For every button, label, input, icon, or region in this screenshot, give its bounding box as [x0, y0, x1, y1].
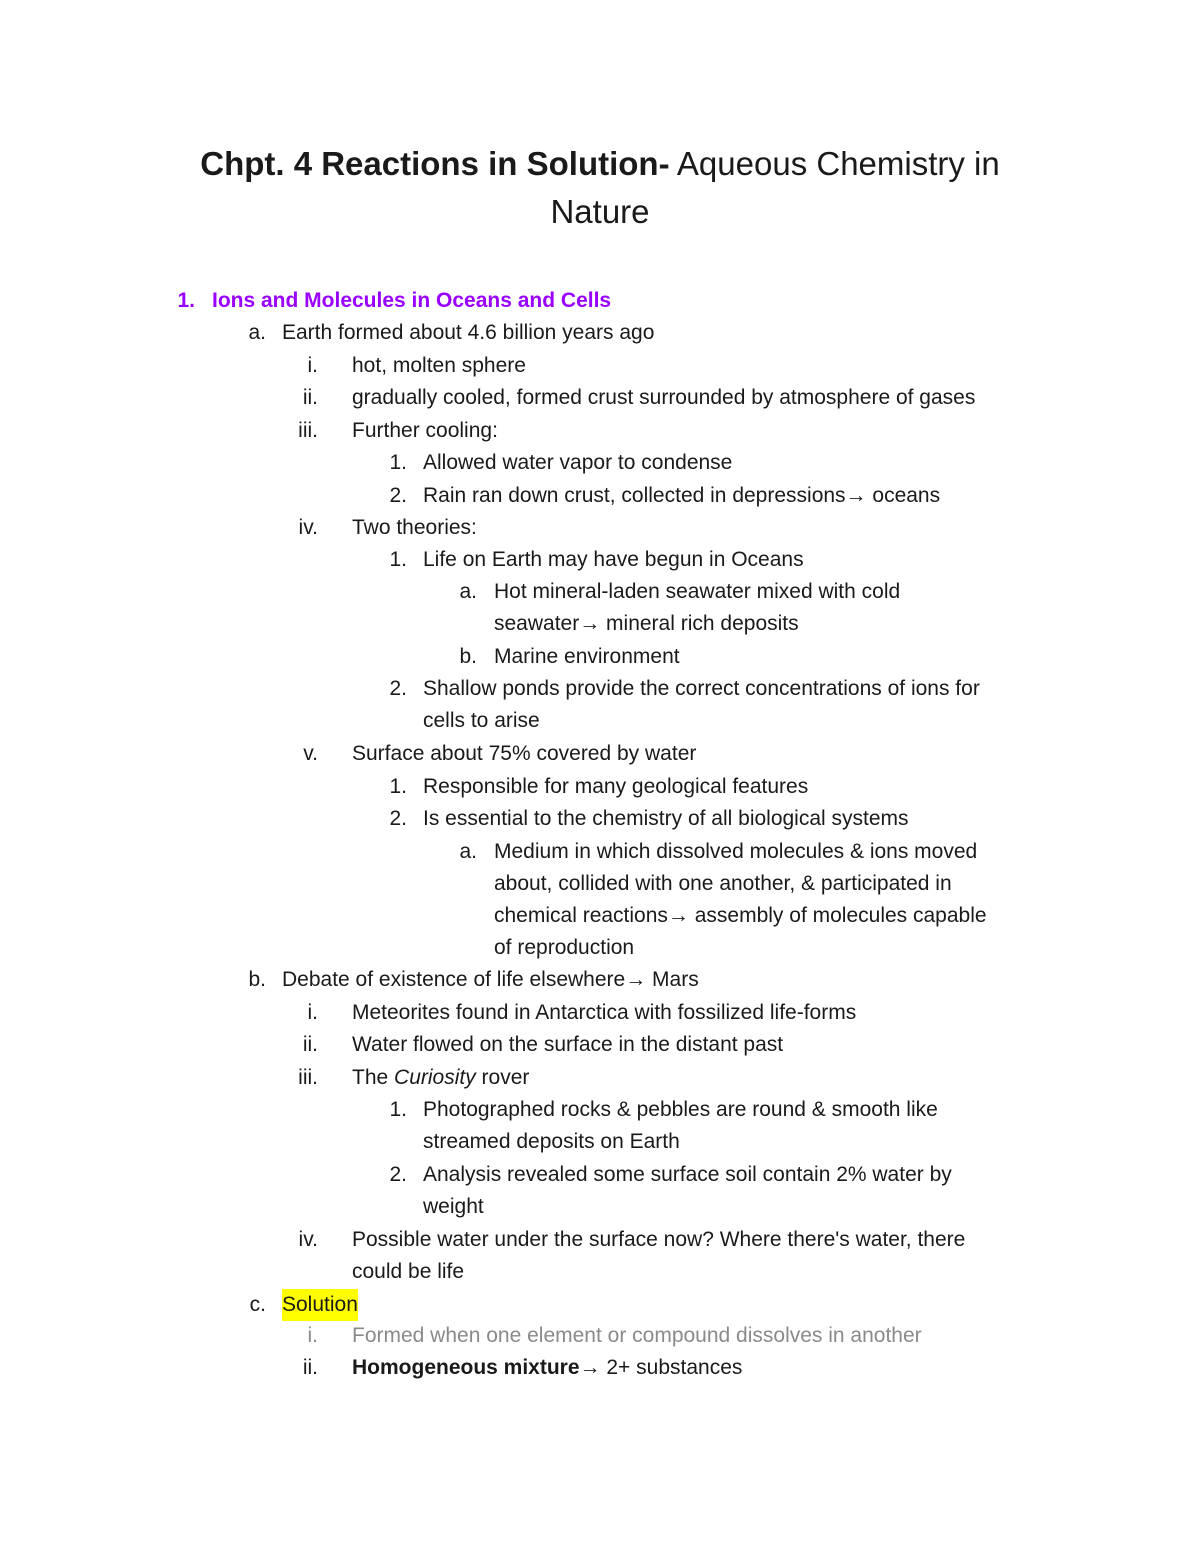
- list-number: a.: [248, 321, 266, 344]
- list-number: 1.: [389, 775, 407, 798]
- list-item: [0, 997, 1200, 1029]
- list-item: [0, 803, 1200, 835]
- list-item: [0, 350, 1200, 382]
- list-item-continuation: [0, 1126, 1200, 1158]
- list-item-continuation: [0, 705, 1200, 737]
- text-run: → 2+ substances: [579, 1356, 743, 1379]
- list-text: about, collided with one another, & participated in: [494, 872, 952, 895]
- list-item: [0, 576, 1200, 608]
- list-number: a.: [459, 580, 477, 603]
- list-item-continuation: [0, 608, 1200, 640]
- bold-term: Homogeneous mixture: [352, 1356, 580, 1379]
- list-item: [0, 738, 1200, 770]
- list-item-continuation: [0, 932, 1200, 964]
- list-text: Medium in which dissolved molecules & ions moved: [494, 840, 978, 863]
- title-rest: Aqueous Chemistry in Nature: [550, 145, 1000, 230]
- text-run: rover: [475, 1066, 530, 1089]
- list-number: 2.: [389, 677, 407, 700]
- list-text: Water flowed on the surface in the distant past: [352, 1033, 784, 1056]
- list-item: [0, 1289, 1200, 1321]
- list-number: iii.: [298, 419, 318, 442]
- list-text: Shallow ponds provide the correct concentrations of ions for: [423, 677, 980, 700]
- list-text: Debate of existence of life elsewhere→ Mars: [282, 968, 699, 991]
- document-title: [150, 140, 1050, 236]
- list-number: ii.: [302, 1033, 318, 1056]
- list-text: of reproduction: [494, 936, 635, 959]
- list-text: Marine environment: [494, 645, 680, 668]
- list-number: a.: [459, 840, 477, 863]
- list-number: i.: [307, 354, 318, 377]
- list-number: iv.: [298, 1228, 318, 1251]
- list-text: Life on Earth may have begun in Oceans: [423, 548, 804, 571]
- list-text: Surface about 75% covered by water: [352, 742, 697, 765]
- list-item: [0, 447, 1200, 479]
- list-item: [0, 964, 1200, 996]
- list-item: [0, 544, 1200, 576]
- list-number: 1.: [389, 548, 407, 571]
- list-number: 1.: [389, 451, 407, 474]
- list-text: Allowed water vapor to condense: [423, 451, 733, 474]
- list-item: [0, 415, 1200, 447]
- list-item: [0, 1094, 1200, 1126]
- list-text: Ions and Molecules in Oceans and Cells: [212, 289, 612, 312]
- list-number: iv.: [298, 516, 318, 539]
- list-item: [0, 771, 1200, 803]
- italic-rover-name: Curiosity: [394, 1066, 476, 1089]
- list-number: b.: [248, 968, 266, 991]
- list-item: [0, 836, 1200, 868]
- list-number: 1.: [389, 1098, 407, 1121]
- list-item: [0, 317, 1200, 349]
- list-item-continuation: [0, 1191, 1200, 1223]
- list-text: Meteorites found in Antarctica with fossilized life-forms: [352, 1001, 857, 1024]
- list-text: could be life: [352, 1260, 465, 1283]
- list-number: 1.: [177, 289, 195, 312]
- highlighted-term: Solution: [282, 1289, 358, 1321]
- list-item: [0, 673, 1200, 705]
- list-number: iii.: [298, 1066, 318, 1089]
- list-text: Analysis revealed some surface soil contain 2% water by: [423, 1163, 952, 1186]
- list-text: Is essential to the chemistry of all biological systems: [423, 807, 909, 830]
- list-text: Hot mineral-laden seawater mixed with cold: [494, 580, 901, 603]
- list-item: [0, 1352, 1200, 1384]
- list-item-continuation: [0, 868, 1200, 900]
- list-item: [0, 382, 1200, 414]
- list-text: hot, molten sphere: [352, 354, 526, 377]
- list-number: c.: [249, 1293, 266, 1316]
- list-text: seawater→ mineral rich deposits: [494, 612, 799, 635]
- list-number: i.: [307, 1324, 318, 1347]
- list-number: v.: [303, 742, 318, 765]
- list-text: chemical reactions→ assembly of molecules capable: [494, 904, 987, 927]
- list-number: 2.: [389, 484, 407, 507]
- list-item: [0, 641, 1200, 673]
- list-text: Rain ran down crust, collected in depressions→ oceans: [423, 484, 941, 507]
- text-run: The: [352, 1066, 395, 1089]
- list-text: weight: [423, 1195, 484, 1218]
- list-text: Earth formed about 4.6 billion years ago: [282, 321, 655, 344]
- list-item: [0, 480, 1200, 512]
- list-text: Formed when one element or compound dissolves in another: [352, 1324, 922, 1347]
- list-item: [0, 1159, 1200, 1191]
- list-item: [0, 1029, 1200, 1061]
- list-item-continuation: [0, 900, 1200, 932]
- list-text: Responsible for many geological features: [423, 775, 809, 798]
- list-text: gradually cooled, formed crust surrounded by atmosphere of gases: [352, 386, 976, 409]
- list-item-continuation: [0, 1256, 1200, 1288]
- list-text: Two theories:: [352, 516, 477, 539]
- list-text: Further cooling:: [352, 419, 498, 442]
- section-heading: [0, 285, 1200, 317]
- list-text: streamed deposits on Earth: [423, 1130, 680, 1153]
- list-text: [352, 1062, 529, 1094]
- list-item: [0, 1320, 1200, 1352]
- list-number: i.: [307, 1001, 318, 1024]
- list-number: b.: [459, 645, 477, 668]
- list-item: [0, 512, 1200, 544]
- list-item: [0, 1224, 1200, 1256]
- list-text: cells to arise: [423, 709, 540, 732]
- list-number: ii.: [302, 1356, 318, 1379]
- list-text: [352, 1352, 742, 1384]
- title-bold: Chpt. 4 Reactions in Solution-: [200, 145, 670, 182]
- list-number: 2.: [389, 807, 407, 830]
- list-text: Possible water under the surface now? Where there's water, there: [352, 1228, 966, 1251]
- list-text: Photographed rocks & pebbles are round & smooth like: [423, 1098, 938, 1121]
- list-item: [0, 1062, 1200, 1094]
- list-number: 2.: [389, 1163, 407, 1186]
- list-number: ii.: [302, 386, 318, 409]
